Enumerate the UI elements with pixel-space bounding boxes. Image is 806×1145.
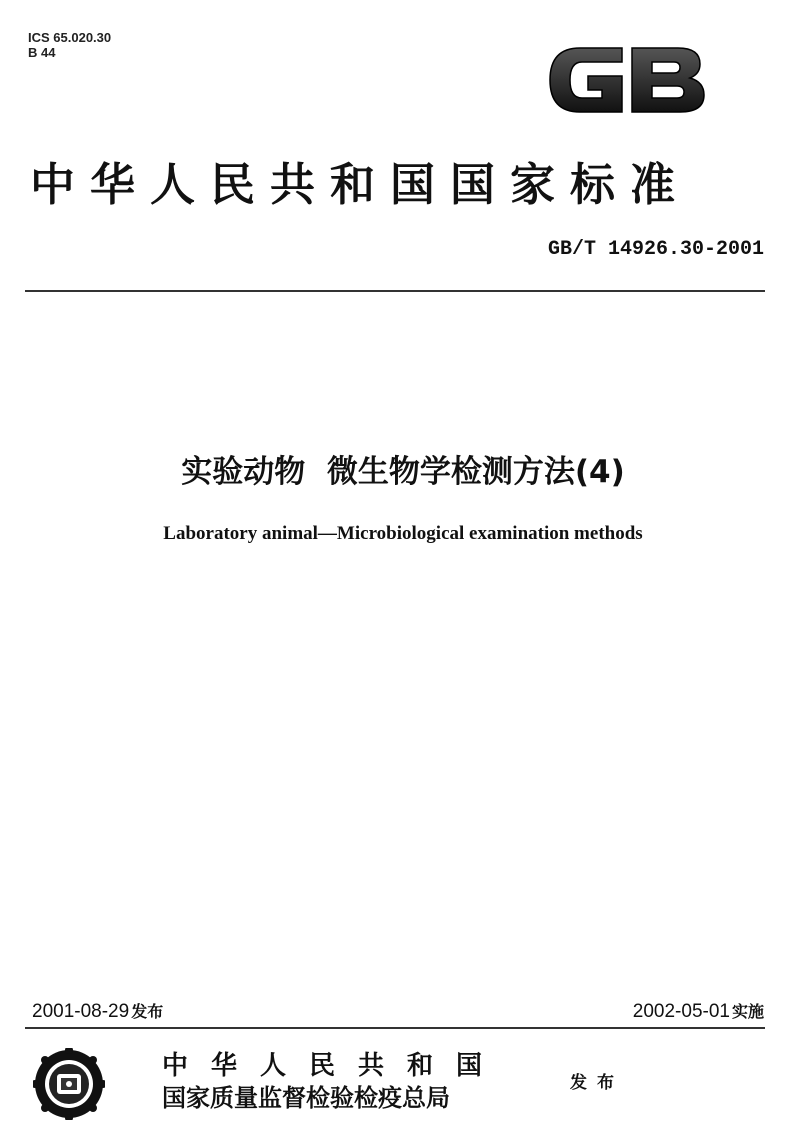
- ccs-code: B 44: [28, 45, 56, 60]
- footer-divider: [25, 1027, 765, 1029]
- document-title-en: Laboratory animal—Microbiological examination methods: [163, 523, 643, 544]
- document-title-cn: 实验动物 微生物学检测方法(4): [181, 454, 625, 490]
- national-standard-title: 中华人民共和国国家标准: [30, 158, 691, 211]
- gb-logo: [540, 40, 710, 120]
- header-divider: [25, 290, 765, 292]
- national-emblem-icon: [33, 1048, 105, 1120]
- implementation-date-value: 2002-05-01: [632, 1001, 730, 1022]
- publication-date-value: 2001-08-29: [32, 1001, 130, 1022]
- issuer-line-1: 中华人民共和国: [162, 1051, 506, 1081]
- classification-codes: [28, 30, 111, 60]
- standard-number: GB/T 14926.30-2001: [547, 238, 764, 261]
- implementation-date: [633, 999, 764, 1023]
- implementation-date-suffix: 实施: [731, 1002, 764, 1021]
- issuer-line-2: 国家质量监督检验检疫总局: [162, 1084, 450, 1112]
- publication-date: [32, 999, 163, 1023]
- issue-action-label: 发布: [570, 1073, 624, 1093]
- publication-date-suffix: 发布: [131, 1002, 164, 1021]
- ics-code: ICS 65.020.30: [28, 30, 112, 45]
